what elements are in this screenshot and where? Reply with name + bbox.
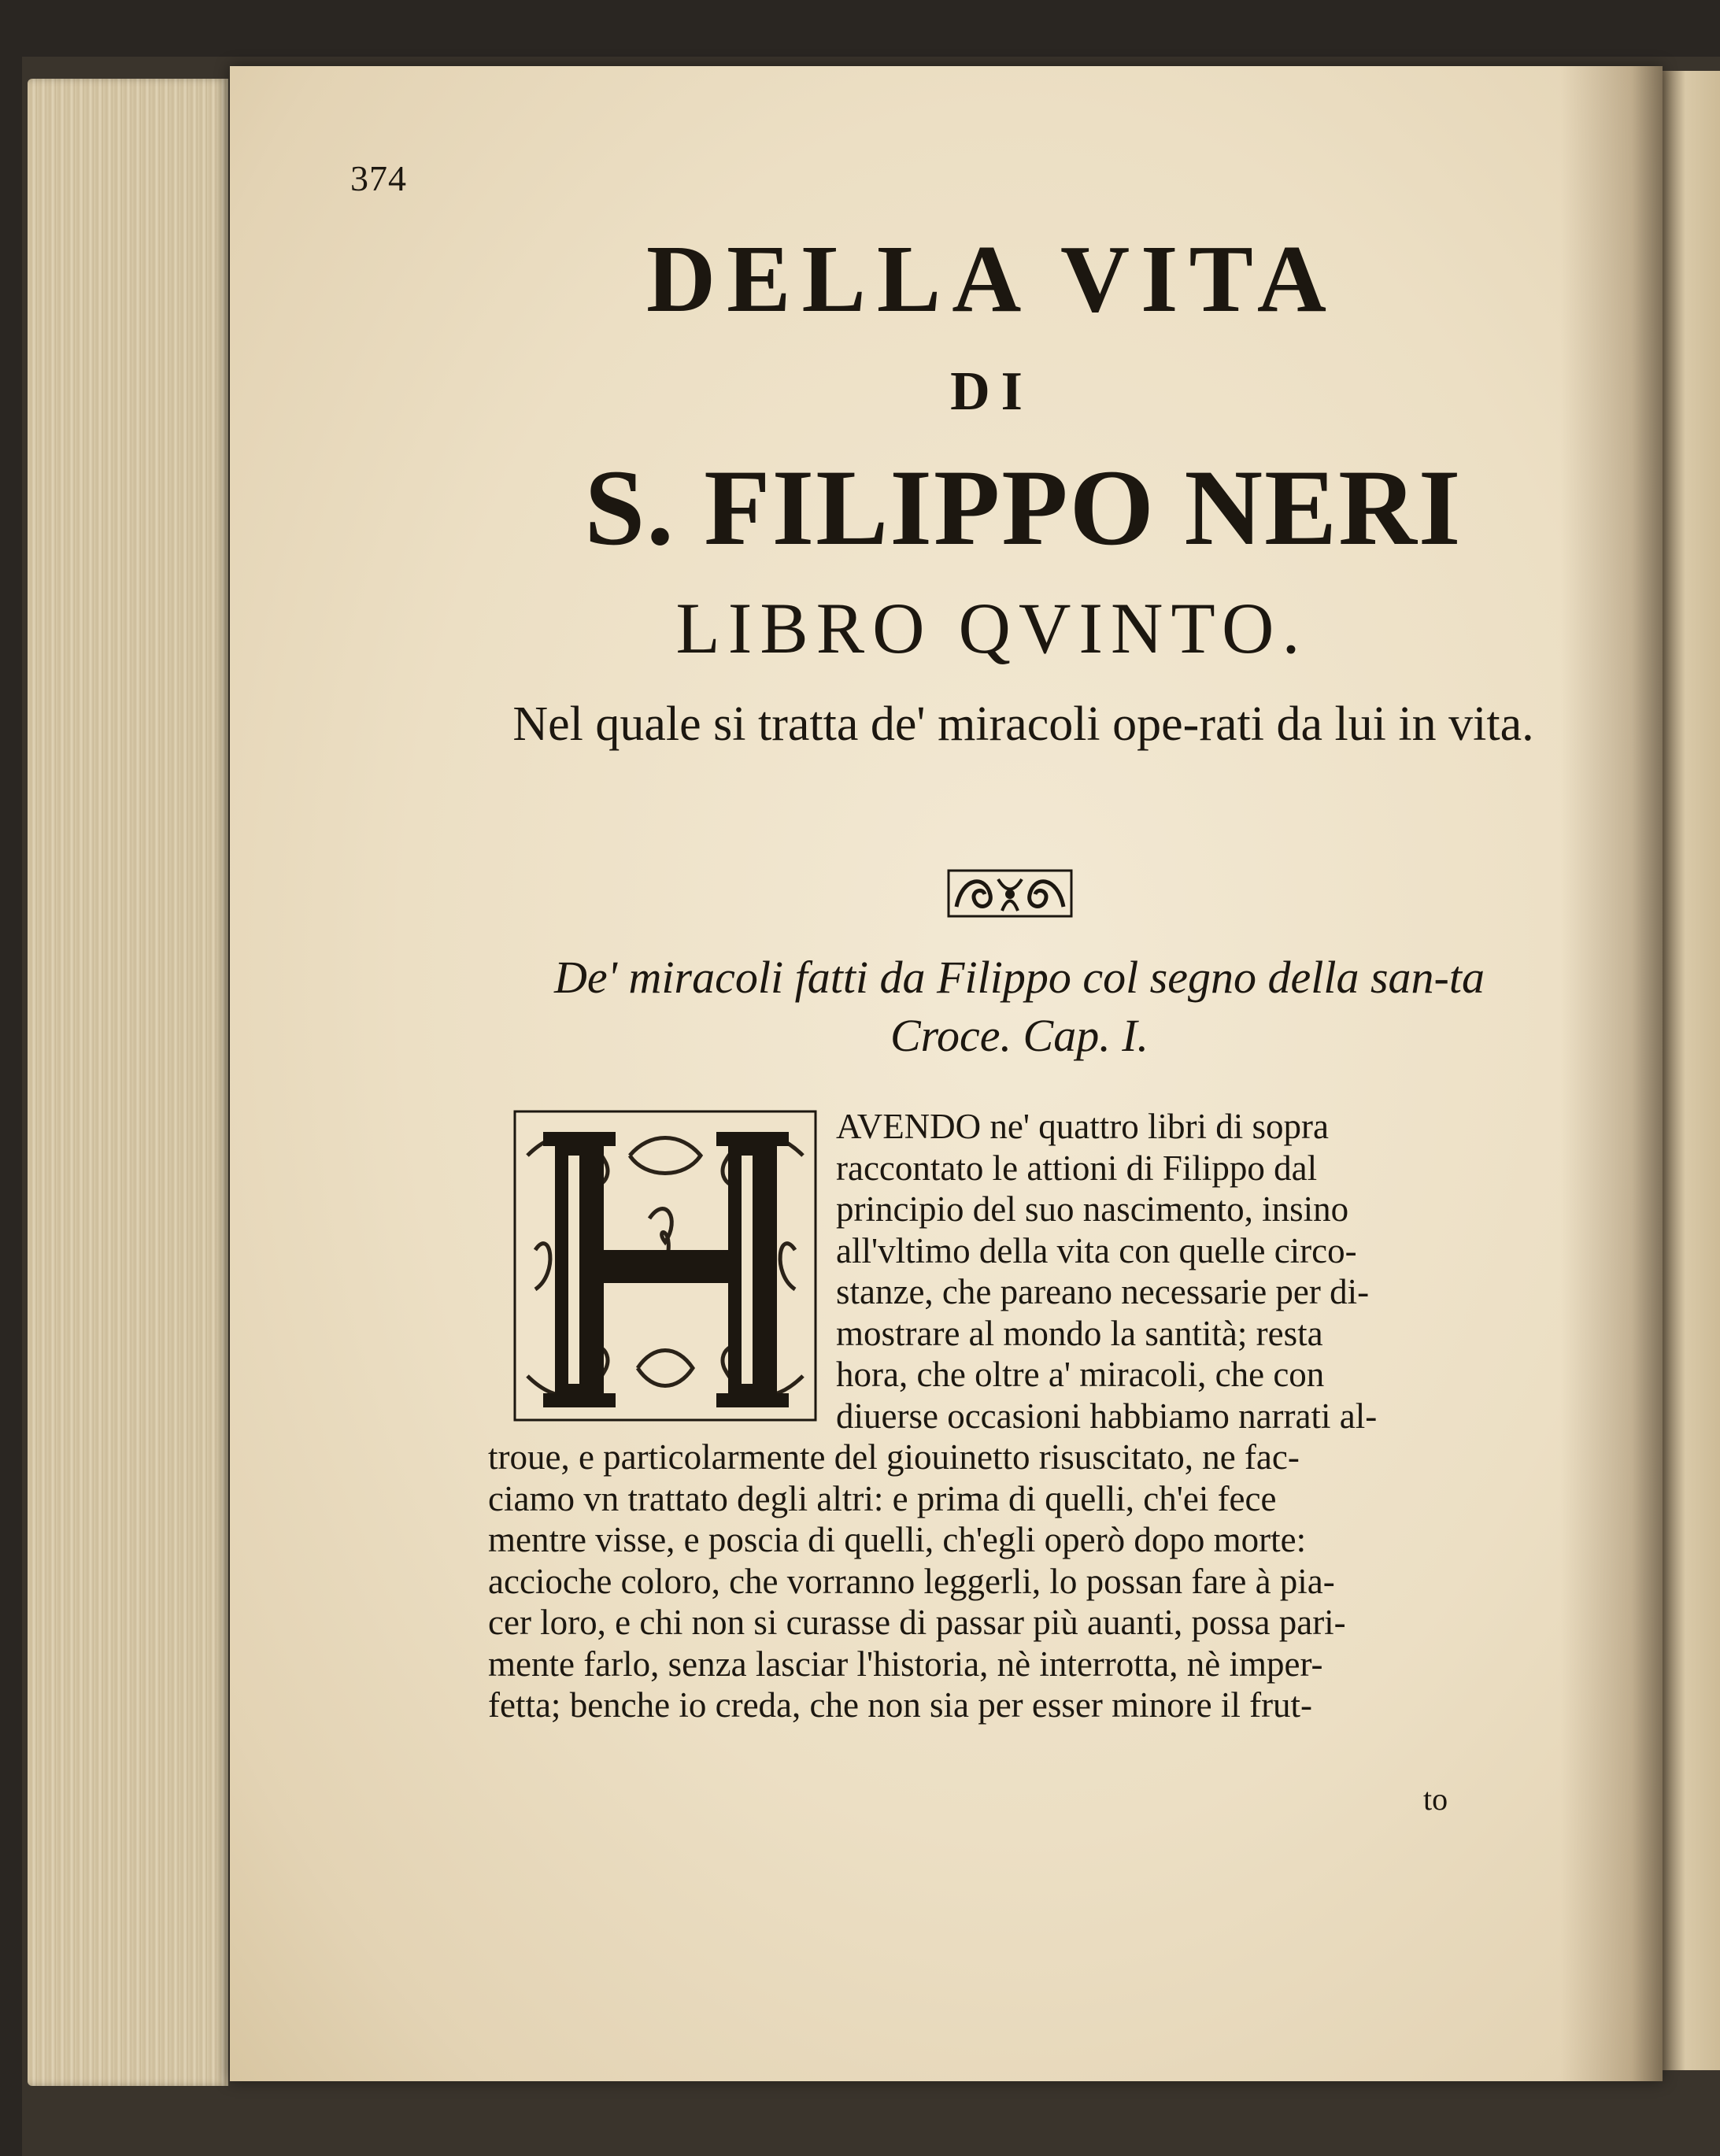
title-line-1: DELLA VITA xyxy=(646,226,1337,332)
ornament-icon xyxy=(947,867,1073,919)
body-line: stanze, che pareano necessarie per di- xyxy=(836,1272,1370,1311)
page-number: 374 xyxy=(350,158,407,198)
body-line: AVENDO ne' quattro libri di sopra xyxy=(836,1107,1329,1146)
title-line-4: LIBRO QVINTO. xyxy=(675,588,1308,668)
body-line: accioche coloro, che vorranno leggerli, lo possan fare à pia- xyxy=(488,1561,1335,1601)
body-line: troue, e particolarmente del giouinetto risuscitato, ne fac- xyxy=(488,1437,1300,1477)
page-gutter-shadow xyxy=(1560,66,1663,2081)
title-line-2: DI xyxy=(950,361,1034,422)
subtitle: Nel quale si tratta de' miracoli ope-rati da lui in vita. xyxy=(512,697,1534,751)
body-line: mente farlo, senza lasciar l'historia, nè interrotta, nè imper- xyxy=(488,1644,1323,1684)
title-line-3: S. FILIPPO NERI xyxy=(584,447,1463,568)
facing-page-edge xyxy=(1663,71,1720,2070)
body-line: cer loro, e chi non si curasse di passar più auanti, possa pari- xyxy=(488,1603,1346,1642)
catchword: to xyxy=(1423,1781,1448,1817)
body-text xyxy=(488,1106,1519,1726)
body-line: ciamo vn trattato degli altri: e prima di quelli, ch'ei fece xyxy=(488,1478,1277,1518)
body-line: raccontato le attioni di Filippo dal xyxy=(836,1148,1318,1188)
body-line: hora, che oltre a' miracoli, che con xyxy=(836,1355,1325,1394)
body-line: mentre visse, e poscia di quelli, ch'egli operò dopo morte: xyxy=(488,1520,1307,1559)
body-line: fetta; benche io creda, che non sia per esser minore il frut- xyxy=(488,1685,1313,1725)
body-line: mostrare al mondo la santità; resta xyxy=(836,1313,1323,1353)
body-line: diuerse occasioni habbiamo narrati al- xyxy=(836,1396,1378,1436)
body-line: all'vltimo della vita con quelle circo- xyxy=(836,1230,1357,1270)
page-fore-edge xyxy=(28,79,228,2086)
chapter-heading: De' miracoli fatti da Filippo col segno della san-ta Croce. Cap. I. xyxy=(554,952,1485,1061)
body-line: principio del suo nascimento, insino xyxy=(836,1189,1349,1229)
